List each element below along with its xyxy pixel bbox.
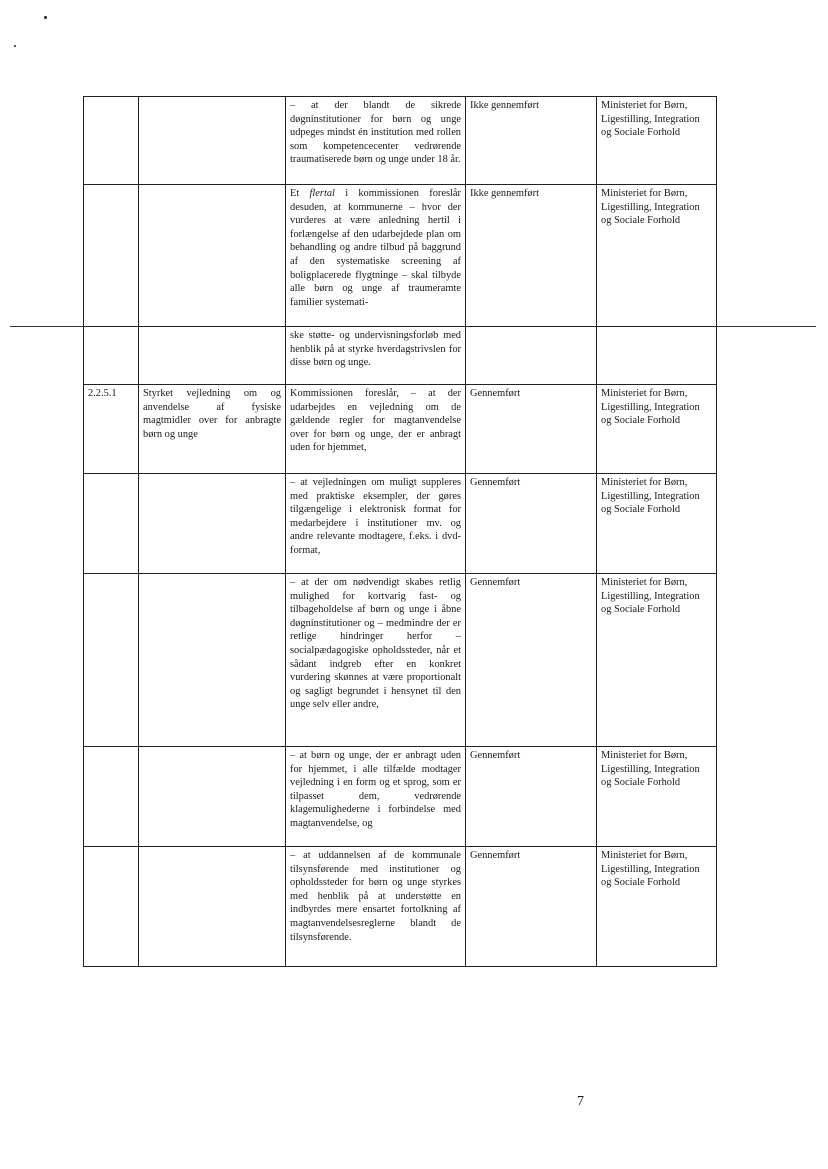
ministry-cell: Ministeriet for Børn, Ligestilling, Integration og Sociale Forhold xyxy=(597,747,717,847)
recommendation-title xyxy=(139,327,286,385)
section-id xyxy=(84,185,139,327)
status-cell: Gennemført xyxy=(466,747,597,847)
ministry-cell: Ministeriet for Børn, Ligestilling, Integration og Sociale Forhold xyxy=(597,574,717,747)
scan-speck xyxy=(44,16,47,19)
recommendation-text: – at vejledningen om muligt suppleres med praktiske eksempler, der gøres tilgængelige i elektronisk format for medarbejdere i institutioner mv. og andre relevante modtagere, f.eks. i dvd-format, xyxy=(286,474,466,574)
recommendation-text: – at børn og unge, der er anbragt uden for hjemmet, i alle tilfælde modtager vejledning i en form og et sprog, som er tilpasset dem, vedrørende klagemulighederne i forbindelse med magtanvendelse, og xyxy=(286,747,466,847)
table-row xyxy=(84,327,717,385)
section-id xyxy=(84,847,139,967)
ministry-cell xyxy=(597,327,717,385)
text-rest: i kommissionen foreslår desuden, at kommunerne – hvor der vurderes at være anledning hertil i forlængelse af den udarbejdede plan om behandling og andre tilbud på baggrund af den systematiske screening af boligplacerede flygtninge – skal tilbyde alle børn og unge af traumeramte familier systemati- xyxy=(290,188,461,308)
ministry-cell: Ministeriet for Børn, Ligestilling, Integration og Sociale Forhold xyxy=(597,847,717,967)
table-row xyxy=(84,847,717,967)
table-row xyxy=(84,385,717,474)
recommendation-text: Kommissionen foreslår, – at der udarbejdes en vejledning om de gældende regler for magtanvendelse over for børn og unge, der er anbragt uden for hjemmet, xyxy=(286,385,466,474)
section-id xyxy=(84,97,139,185)
recommendation-title xyxy=(139,747,286,847)
recommendation-text: ske støtte- og undervisningsforløb med henblik på at styrke hverdagstrivslen for disse børn og unge. xyxy=(286,327,466,385)
recommendations-table xyxy=(83,96,717,967)
table-row xyxy=(84,574,717,747)
status-cell: Ikke gennemført xyxy=(466,185,597,327)
section-id: 2.2.5.1 xyxy=(84,385,139,474)
recommendation-text xyxy=(286,185,466,327)
recommendation-title xyxy=(139,847,286,967)
recommendation-title: Styrket vejledning om og anvendelse af fysiske magtmidler over for anbragte børn og unge xyxy=(139,385,286,474)
status-cell xyxy=(466,327,597,385)
table-row xyxy=(84,474,717,574)
recommendation-title xyxy=(139,97,286,185)
text-prefix: Et xyxy=(290,188,310,199)
status-cell: Gennemført xyxy=(466,474,597,574)
ministry-cell: Ministeriet for Børn, Ligestilling, Integration og Sociale Forhold xyxy=(597,185,717,327)
page-number: 7 xyxy=(577,1094,584,1109)
recommendation-text: – at der om nødvendigt skabes retlig mulighed for kortvarig fast- og tilbageholdelse af børn og unge i åbne døgninstitutioner og – medmindre der er retlige hindringer herfor – socialpædagogiske opholdssteder, når et sådant indgreb efter en konkret vurdering skønnes at være proportionalt og sagligt begrundet i hensynet til den unge selv eller andre, xyxy=(286,574,466,747)
section-id xyxy=(84,327,139,385)
italic-word: flertal xyxy=(309,188,335,199)
table-row xyxy=(84,747,717,847)
section-id xyxy=(84,574,139,747)
recommendation-title xyxy=(139,185,286,327)
ministry-cell: Ministeriet for Børn, Ligestilling, Integration og Sociale Forhold xyxy=(597,97,717,185)
ministry-cell: Ministeriet for Børn, Ligestilling, Integration og Sociale Forhold xyxy=(597,385,717,474)
recommendation-title xyxy=(139,474,286,574)
scan-speck xyxy=(14,45,16,47)
status-cell: Ikke gennemført xyxy=(466,97,597,185)
recommendation-text: – at der blandt de sikrede døgninstitutioner for børn og unge udpeges mindst én institution med rollen som kompetencecenter vedrørende traumatiserede børn og unge under 18 år. xyxy=(286,97,466,185)
section-id xyxy=(84,474,139,574)
ministry-cell: Ministeriet for Børn, Ligestilling, Integration og Sociale Forhold xyxy=(597,474,717,574)
status-cell: Gennemført xyxy=(466,574,597,747)
status-cell: Gennemført xyxy=(466,847,597,967)
section-id xyxy=(84,747,139,847)
table-row xyxy=(84,185,717,327)
recommendation-title xyxy=(139,574,286,747)
status-cell: Gennemført xyxy=(466,385,597,474)
recommendation-text: – at uddannelsen af de kommunale tilsynsførende med institutioner og opholdssteder for børn og unge styrkes med henblik på at understøtte en indbyrdes mere ensartet fortolkning af magtanvendelsesreglerne blandt de tilsynsførende. xyxy=(286,847,466,967)
table-row xyxy=(84,97,717,185)
